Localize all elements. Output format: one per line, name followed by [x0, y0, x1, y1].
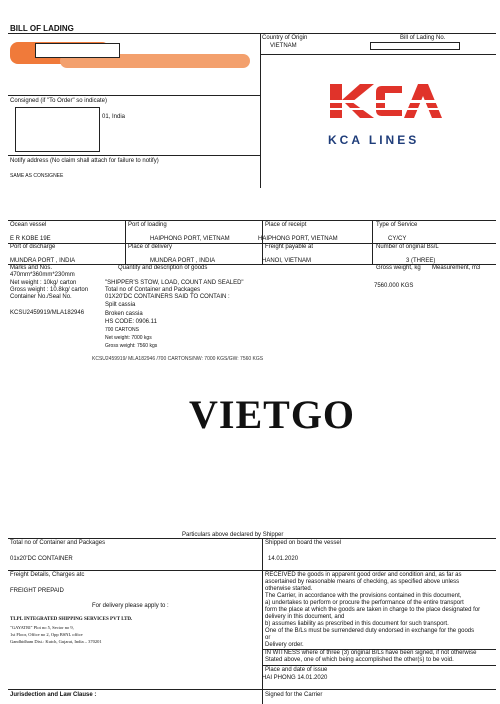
gross-weight-value: 7560.000 KGS [374, 283, 414, 289]
clause-line: RECEIVED the goods in apparent good order and condition and, as far as [265, 572, 462, 578]
divider [125, 220, 126, 264]
clause-line: Delivery order. [265, 642, 304, 648]
marks-line: Net weight : 10kg/ carton [10, 280, 77, 286]
ocean-vessel-label: Ocean vessel [10, 222, 47, 228]
witness-line: IN WITNESS where of three (3) original B/Ls have been signed, if not otherwise [265, 650, 477, 656]
origin-label: Country of Origin [262, 35, 308, 41]
divider [8, 570, 496, 571]
desc-line: HS CODE: 0906.11 [105, 319, 157, 325]
delivery-agent-address: 1st Floor, Office no 2, Opp BSNL office [10, 632, 83, 637]
desc-line: Total no of Container and Packages [105, 287, 201, 293]
document-title: BILL OF LADING [10, 24, 74, 33]
freight-payable-label: Freight payable at [265, 244, 314, 250]
bl-no-field [370, 42, 460, 50]
freight-label: Freight Details, Charges atc [10, 572, 85, 578]
divider [8, 689, 496, 690]
witness-line: Stated above, one of which being accomplished the other(s) to be void. [265, 657, 454, 663]
ocean-vessel-value: E R KOBE 19E [10, 236, 51, 242]
originals-value: 3 (THREE) [406, 258, 436, 264]
place-issue-value: HAI PHONG 14.01.2020 [262, 675, 328, 681]
divider [260, 54, 496, 55]
clause-line: a) undertakes to perform or procure the performance of the entire transport [265, 600, 464, 606]
bl-no-label: Bill of Lading No. [400, 35, 446, 41]
freight-value: FREIGHT PREPAID [10, 588, 64, 594]
desc-line: Broken cassia [105, 311, 143, 317]
marks-header: Marks and Nos. [10, 265, 53, 271]
clause-line: delivery in this document, and [265, 614, 345, 620]
place-receipt-value: HAIPHONG PORT, VIETNAM [258, 236, 338, 242]
notify-value: SAME AS CONSIGNEE [10, 173, 64, 179]
measurement-header: Measurement, m3 [432, 265, 481, 271]
divider [262, 665, 496, 666]
clause-line: otherwise started. [265, 586, 313, 592]
logo-text: KCA LINES [328, 133, 420, 147]
consignee-label: Consigned (if "To Order" so indicate) [10, 98, 107, 104]
delivery-agent-address: Gandhidham Dist.: Kutch, Gujarat, India – 370201 [10, 639, 102, 644]
marks-line: KCSU2459919/MLA182946 [10, 310, 85, 316]
clause-line: ascertained by reasonable means of checking, as specified above unless [265, 579, 460, 585]
desc-line: Spilt cassia [105, 302, 136, 308]
divider [8, 155, 260, 156]
service-label: Type of Service [376, 222, 418, 228]
divider [260, 33, 261, 188]
delivery-agent-name: TLPL INTEGRATED SHIPPING SERVICES PVT LTD. [10, 617, 133, 622]
desc-small-line: 700 CARTONS [105, 327, 139, 333]
particulars-note: Particulars above declared by Shipper [182, 532, 284, 538]
desc-small-line: Net weight: 7000 kgs [105, 335, 152, 341]
clause-line: The Carrier, in accordance with the provisions contained in this document, [265, 593, 462, 599]
shipped-label: Shipped on board the vessel [265, 540, 342, 546]
notify-label: Notify address (No claim shall attach for failure to notify) [10, 158, 159, 164]
gross-weight-header: Gross weight, kg [376, 265, 421, 271]
divider [372, 220, 373, 264]
shipped-date: 14.01.2020 [268, 556, 299, 562]
service-value: CY/CY [388, 236, 407, 242]
divider [8, 33, 496, 34]
redacted-box [15, 107, 100, 152]
total-containers-label: Total no of Container and Packages [10, 540, 106, 546]
marks-line: Gross weight : 10.8kg/ carton [10, 287, 89, 293]
delivery-agent-address: "GAYATRI" Plot no 5, Sector no 9, [10, 625, 74, 630]
port-discharge-label: Port of discharge [10, 244, 56, 250]
vietgo-watermark: VIETGO [189, 392, 356, 437]
marks-line: Container No./Seal No. [10, 294, 72, 300]
signed-label: Signed for the Carrier [265, 692, 323, 698]
kca-lines-logo [324, 78, 446, 148]
originals-label: Number of original Bs/L [376, 244, 439, 250]
redacted-box [35, 43, 120, 58]
place-issue-label: Place and date of issue [265, 667, 328, 673]
port-loading-label: Port of loading [128, 222, 167, 228]
clause-line: One of the B/Ls must be surrendered duty endorsed in exchange for the goods [265, 628, 475, 634]
divider [8, 95, 260, 96]
port-discharge-value: MUNDRA PORT , INDIA [10, 258, 76, 264]
divider [8, 538, 496, 539]
clause-line: or [265, 635, 271, 641]
marks-line: 470mm*360mm*230mm [10, 272, 75, 278]
port-loading-value: HAIPHONG PORT, VIETNAM [150, 236, 230, 242]
clause-line: form the place at which the goods are taken in charge to the place designated for [265, 607, 481, 613]
place-delivery-label: Place of delivery [128, 244, 173, 250]
delivery-agent-label: For delivery please apply to : [92, 603, 169, 609]
divider [8, 220, 496, 221]
clause-line: b) assumes liability as prescribed in this document for such transport. [265, 621, 449, 627]
desc-line: 01X20'DC CONTAINERS SAID TO CONTAIN : [105, 294, 230, 300]
consignee-partial: 01, India [102, 114, 126, 120]
origin-value: VIETNAM [270, 43, 297, 49]
place-delivery-value: MUNDRA PORT , INDIA [150, 258, 216, 264]
desc-small-line: Gross weight: 7560 kgs [105, 343, 158, 349]
freight-payable-value: HANOI, VIETNAM [262, 258, 312, 264]
desc-line: "SHIPPER'S STOW, LOAD, COUNT AND SEALED" [105, 280, 244, 286]
container-summary: KCSU2459919/ MLA182946 /700 CARTONS/NW: 7000 KGS/GW: 7560 KGS [92, 356, 264, 362]
total-containers-value: 01x20'DC CONTAINER [10, 556, 73, 562]
jurisdiction-label: Jurisdection and Law Clause : [10, 692, 97, 698]
description-header: Quantity and description of goods [118, 265, 208, 271]
place-receipt-label: Place of receipt [265, 222, 307, 228]
